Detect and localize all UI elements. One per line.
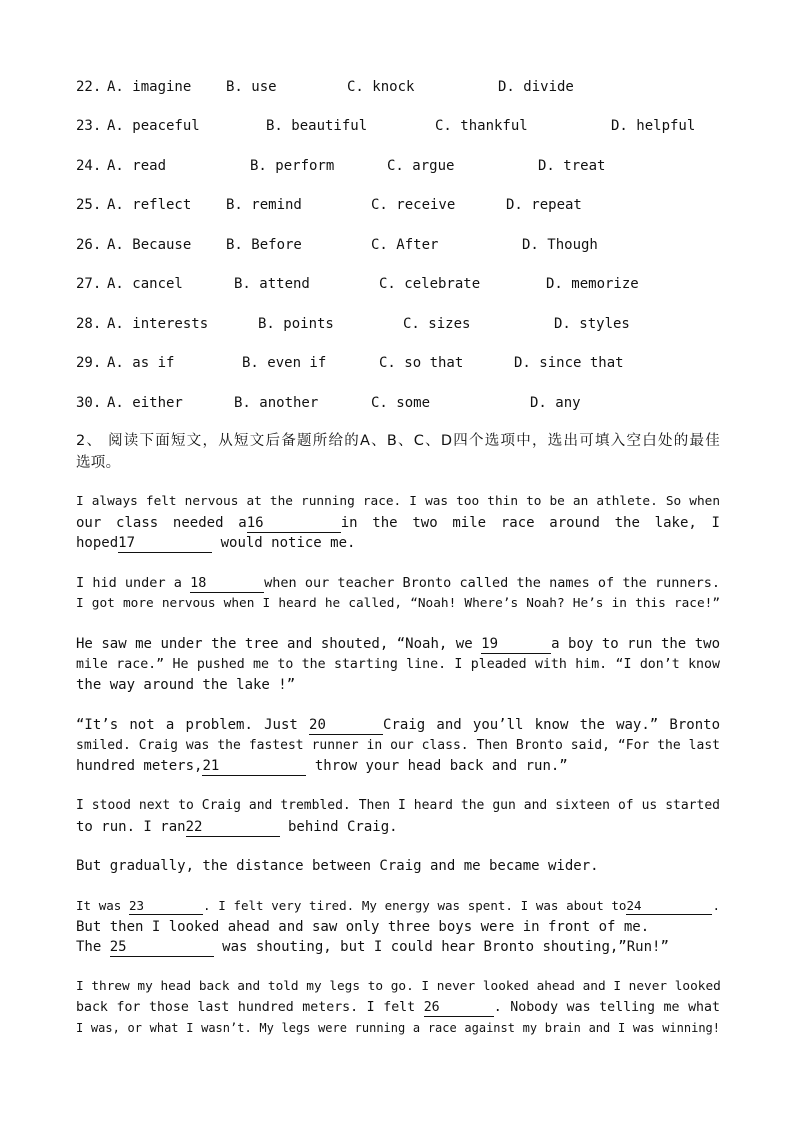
text-fragment: throw your head back and run.” bbox=[306, 758, 568, 775]
option-d: D. divide bbox=[498, 79, 574, 95]
passage-line: the way around the lake !” bbox=[76, 677, 296, 694]
passage-line bbox=[76, 896, 720, 917]
option-c: C. sizes bbox=[403, 316, 471, 332]
question-number: 30. bbox=[76, 395, 102, 411]
passage-paragraph-2 bbox=[76, 573, 720, 614]
passage-line bbox=[76, 715, 720, 736]
option-d: D. any bbox=[530, 395, 581, 411]
option-d: D. Though bbox=[522, 237, 598, 253]
option-d: D. repeat bbox=[506, 197, 582, 213]
section-instruction-line2: 选项。 bbox=[76, 455, 121, 471]
option-a: A. Because bbox=[107, 237, 192, 253]
option-b: B. even if bbox=[242, 355, 327, 371]
blank-25: 25 bbox=[110, 939, 214, 957]
blank-18: 18 bbox=[190, 575, 264, 593]
option-b: B. points bbox=[258, 316, 334, 332]
passage-line: I was, or what I wasn’t. My legs were running a race against my brain and I was winning! bbox=[76, 1021, 720, 1036]
option-c: C. knock bbox=[347, 79, 415, 95]
passage-paragraph-6 bbox=[76, 856, 720, 877]
passage-line: But gradually, the distance between Craig and me became wider. bbox=[76, 858, 599, 874]
text-fragment: to run. I ran bbox=[76, 818, 186, 835]
passage-paragraph-3 bbox=[76, 634, 720, 696]
text-fragment: . Nobody was telling me what bbox=[493, 999, 720, 1015]
option-a: A. cancel bbox=[107, 276, 183, 292]
passage-paragraph-7 bbox=[76, 896, 720, 958]
question-number: 25. bbox=[76, 197, 102, 213]
passage-line bbox=[76, 817, 720, 838]
passage-paragraph-5 bbox=[76, 796, 720, 837]
text-fragment: I hid under a bbox=[76, 575, 191, 591]
option-c: C. argue bbox=[387, 158, 455, 174]
passage-line bbox=[76, 513, 720, 534]
question-number: 29. bbox=[76, 355, 102, 371]
option-b: B. remind bbox=[226, 197, 302, 213]
option-b: B. perform bbox=[250, 158, 335, 174]
text-fragment: back for those last hundred meters. I felt bbox=[76, 999, 424, 1015]
blank-17: 17 bbox=[118, 535, 212, 553]
text-fragment: a boy to run the two bbox=[551, 636, 720, 652]
section-instruction-line1: 2、 阅读下面短文，从短文后备题所给的A、B、C、D四个选项中，选出可填入空白处的最佳 bbox=[76, 433, 720, 449]
question-number: 22. bbox=[76, 79, 102, 95]
text-fragment: our class needed a bbox=[76, 514, 247, 531]
option-b: B. Before bbox=[226, 237, 302, 253]
blank-21: 21 bbox=[202, 758, 306, 776]
text-fragment: . I felt very tired. My energy was spent. I was about to bbox=[203, 898, 627, 913]
text-fragment: The bbox=[76, 939, 110, 956]
passage-line bbox=[76, 533, 720, 554]
text-fragment: Craig and you’ll know the way.” Bronto bbox=[383, 717, 720, 733]
text-fragment: “It’s not a problem. Just bbox=[76, 717, 310, 733]
text-fragment: hundred meters, bbox=[76, 758, 203, 775]
option-a: A. peaceful bbox=[107, 118, 200, 134]
question-number: 28. bbox=[76, 316, 102, 332]
option-b: B. beautiful bbox=[266, 118, 368, 134]
passage-line bbox=[76, 573, 720, 594]
option-a: A. either bbox=[107, 395, 183, 411]
question-number: 24. bbox=[76, 158, 102, 174]
passage-line: I threw my head back and told my legs to go. I never looked ahead and I never looked bbox=[76, 979, 721, 994]
section-heading bbox=[76, 430, 720, 474]
option-c: C. receive bbox=[371, 197, 456, 213]
option-a: A. read bbox=[107, 158, 167, 174]
passage-paragraph-1 bbox=[76, 492, 720, 554]
option-d: D. styles bbox=[554, 316, 630, 332]
text-fragment: It was bbox=[76, 898, 130, 913]
option-b: B. another bbox=[234, 395, 319, 411]
passage-line: I stood next to Craig and trembled. Then I heard the gun and sixteen of us started bbox=[76, 798, 720, 813]
blank-16: 16 bbox=[247, 515, 341, 533]
text-fragment: hoped bbox=[76, 535, 119, 552]
question-number: 26. bbox=[76, 237, 102, 253]
text-fragment: behind Craig. bbox=[279, 818, 398, 835]
passage-line: smiled. Craig was the fastest runner in our class. Then Bronto said, “For the last bbox=[76, 737, 720, 753]
question-number: 27. bbox=[76, 276, 102, 292]
option-a: A. interests bbox=[107, 316, 209, 332]
blank-22: 22 bbox=[186, 819, 280, 837]
option-c: C. so that bbox=[379, 355, 464, 371]
option-a: A. reflect bbox=[107, 197, 192, 213]
passage-line: mile race.” He pushed me to the starting line. I pleaded with him. “I don’t know bbox=[76, 656, 720, 672]
blank-20: 20 bbox=[309, 717, 383, 735]
passage-line: I always felt nervous at the running race. I was too thin to be an athlete. So when bbox=[76, 494, 720, 509]
option-d: D. treat bbox=[538, 158, 606, 174]
text-fragment: in the two mile race around the lake, I bbox=[340, 514, 720, 531]
option-d: D. since that bbox=[514, 355, 624, 371]
option-d: D. helpful bbox=[611, 118, 696, 134]
passage-line bbox=[76, 634, 720, 655]
blank-19: 19 bbox=[481, 636, 551, 654]
passage-paragraph-8 bbox=[76, 977, 720, 1039]
option-d: D. memorize bbox=[546, 276, 639, 292]
passage-line: I got more nervous when I heard he called, “Noah! Where’s Noah? He’s in this race!” bbox=[76, 595, 720, 611]
option-c: C. thankful bbox=[435, 118, 528, 134]
option-c: C. celebrate bbox=[379, 276, 481, 292]
blank-24: 24 bbox=[626, 897, 712, 915]
option-c: C. some bbox=[371, 395, 431, 411]
option-b: B. use bbox=[226, 79, 277, 95]
question-number: 23. bbox=[76, 118, 102, 134]
option-a: A. imagine bbox=[107, 79, 192, 95]
passage-line bbox=[76, 937, 720, 958]
text-fragment: . bbox=[712, 898, 720, 913]
option-c: C. After bbox=[371, 237, 439, 253]
passage-line bbox=[76, 998, 720, 1019]
passage-paragraph-4 bbox=[76, 715, 720, 777]
text-fragment: when our teacher Bronto called the names of the runners. bbox=[264, 575, 721, 591]
blank-23: 23 bbox=[129, 897, 203, 915]
passage-line bbox=[76, 756, 720, 777]
blank-26: 26 bbox=[424, 999, 494, 1017]
text-fragment: He saw me under the tree and shouted, “Noah, we bbox=[76, 636, 482, 652]
option-a: A. as if bbox=[107, 355, 175, 371]
passage-line: But then I looked ahead and saw only three boys were in front of me. bbox=[76, 918, 650, 935]
option-b: B. attend bbox=[234, 276, 310, 292]
text-fragment: would notice me. bbox=[212, 535, 356, 552]
text-fragment: was shouting, but I could hear Bronto shouting,”Run!” bbox=[213, 939, 669, 956]
